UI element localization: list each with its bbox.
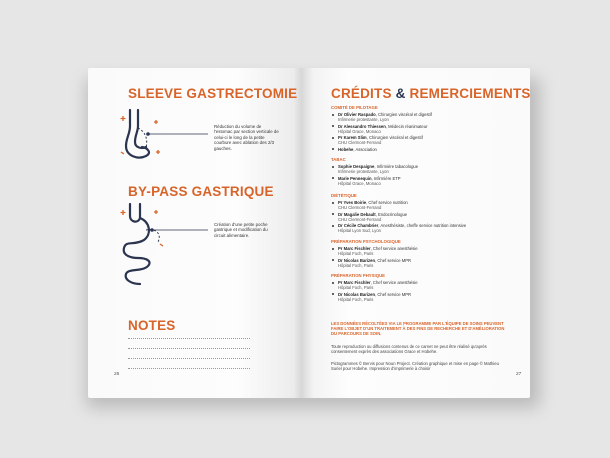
page-number-right: 27	[516, 372, 522, 377]
credits-text: Pictogrammes © Bervis pour Noun Project. Création graphique et mise en page © Mathieu Suriel pour Hobehe. Impression d'imprimerie à choisir	[331, 361, 499, 372]
notes-title: NOTES	[128, 318, 176, 333]
stomach-sleeve-icon	[118, 104, 213, 164]
notes-line[interactable]	[128, 368, 250, 369]
section-list	[331, 246, 521, 269]
list-item: Dr Nicolas Barizen, Chef service MPR Hôpital Foch, Paris	[331, 258, 521, 268]
section-list	[331, 280, 521, 303]
sleeve-description: Réduction du volume de l'estomac par section verticale de celui-ci le long de la petite courbure avec ablation des 2/3 gauches.	[214, 124, 279, 151]
page-number-left: 26	[114, 372, 120, 377]
bypass-title: BY-PASS GASTRIQUE	[128, 184, 274, 199]
list-item: Dr Nicolas Barizen, Chef service MPR Hôpital Foch, Paris	[331, 292, 521, 302]
list-item: Marie Pennequin, Infirmière ETP Hôpital Grace, Monaco	[331, 176, 521, 186]
section-list	[331, 200, 521, 235]
list-item: Pr Marc Fischler, Chef service anesthésie Hôpital Foch, Paris	[331, 246, 521, 256]
bypass-description: Création d'une petite poche gastrique et modification du circuit alimentaire.	[214, 222, 268, 238]
section-heading: PRÉPARATION PSYCHOLOGIQUE	[331, 239, 401, 244]
data-notice: LES DONNÉES RÉCOLTÉES VIA LE PROGRAMME PAR L'ÉQUIPE DE SOINS PEUVENT FAIRE L'OBJET D'UN TRAITEMENT À DES FINS DE RECHERCHE ET D'AMÉLIORATION DU PARCOURS DE SOIN.	[331, 321, 505, 337]
notes-line[interactable]	[128, 348, 250, 349]
section-heading: PRÉPARATION PHYSIQUE	[331, 273, 386, 278]
list-item: Dr Alessandro Thiessen, Médecin réanimateur Hôpital Grace, Monaco	[331, 124, 521, 134]
credits-title-part1: CRÉDITS	[331, 86, 392, 101]
stomach-bypass-icon	[118, 200, 213, 292]
list-item: Hobehe, Association	[331, 147, 521, 152]
notes-line[interactable]	[128, 338, 250, 339]
sleeve-title: SLEEVE GASTRECTOMIE	[128, 86, 298, 101]
reproduction-notice: Toute reproduction ou diffusions contenus de ce carnet ne peut être réalisé qu'après consentement exprès des associations Grace et Hobehe.	[331, 344, 487, 355]
list-item: Dr Cécile Chambrier, Anesthésiste, cheffe service nutrition intensive Hôpital Lyon Sud, Lyon	[331, 223, 521, 233]
credits-title-ampersand: &	[395, 86, 406, 101]
section-heading: COMITÉ DE PILOTAGE	[331, 105, 378, 110]
list-item: Pr Karem Slim, Chirurgien viscéral et digestif CHU Clermont-Ferrand	[331, 135, 521, 145]
section-heading: TABAC	[331, 157, 346, 162]
section-list	[331, 112, 521, 153]
list-item: Dr Olivier Raspado, Chirurgien viscéral et digestif Infirmerie protestante, Lyon	[331, 112, 521, 122]
right-page	[302, 68, 530, 398]
credits-title	[331, 86, 531, 101]
list-item: Dr Magalie Debault, Endocrinologue CHU Clermont-Ferrand	[331, 212, 521, 222]
list-item: Pr Marc Fischler, Chef service anesthésie Hôpital Foch, Paris	[331, 280, 521, 290]
left-page	[88, 68, 302, 398]
list-item: Pr Yves Boirie, Chef service nutrition CHU Clermont-Ferrand	[331, 200, 521, 210]
section-list	[331, 164, 521, 187]
credits-title-part2: REMERCIEMENTS	[409, 86, 531, 101]
section-heading: DIÉTÉTIQUE	[331, 193, 357, 198]
list-item: Sophie Despaigne, Infirmière tabacologue Infirmerie protestante, Lyon	[331, 164, 521, 174]
notes-line[interactable]	[128, 358, 250, 359]
